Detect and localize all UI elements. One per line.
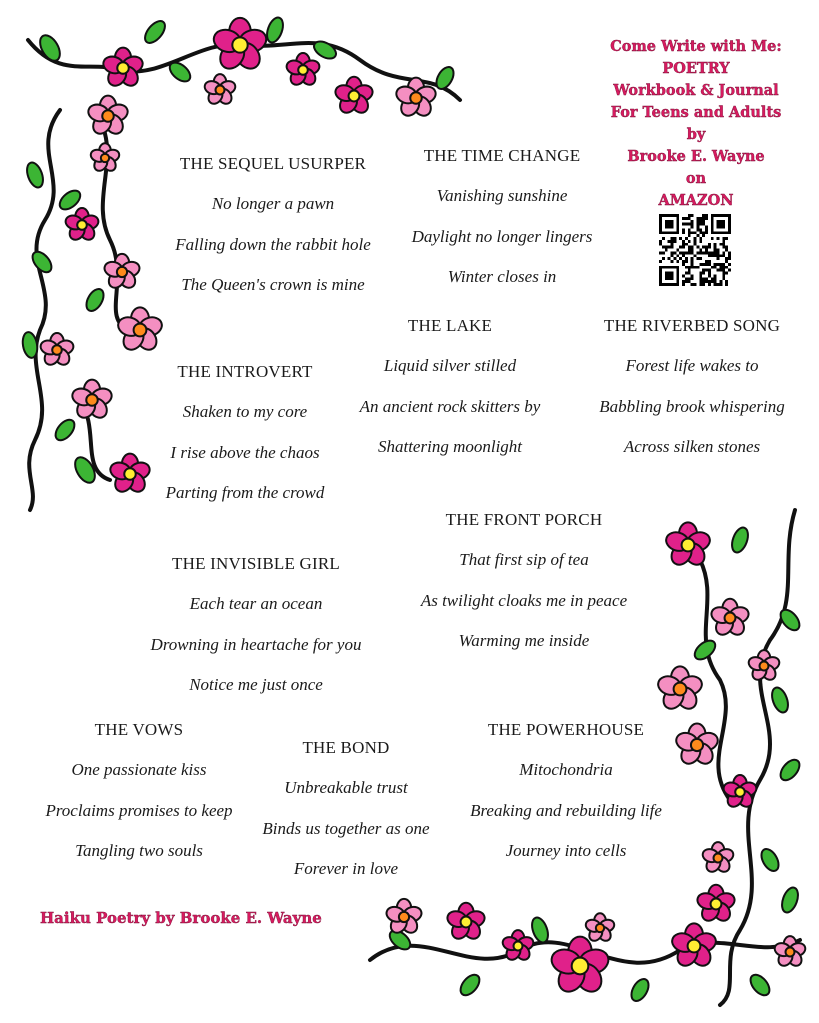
poem-line: Warming me inside [458,631,590,650]
leaf-icon [758,846,782,874]
leaf-icon [141,18,168,47]
poem-line: Forever in love [293,859,399,878]
leaf-icon [433,64,457,92]
leaf-icon [457,971,483,998]
poem-line: Breaking and rebuilding life [470,800,662,820]
promo-line: AMAZON [658,192,734,209]
poem-title: THE INTROVERT [177,362,313,381]
flower-icon [89,143,121,173]
poem-line: Babbling brook whispering [599,396,785,416]
poem-line: Winter closes in [447,267,557,286]
flower-icon [70,380,114,422]
poem-line: Falling down the rabbit hole [175,234,371,254]
poem-line: Shattering moonlight [377,437,523,456]
promo-line: Workbook & Journal [613,82,779,99]
flower-icon [108,454,152,496]
poem-line: Binds us together as one [262,818,430,838]
poem-line: Tangling two souls [75,841,203,860]
poem-title: THE BOND [302,738,390,757]
flower-icon [709,599,750,638]
poem-line: Shaken to my core [182,402,308,421]
leaf-icon [747,971,773,998]
poem-title: THE RIVERBED SONG [603,316,781,335]
poem-line: Parting from the crowd [165,483,325,502]
poem-line: Proclaims promises to keep [45,800,233,820]
poem-introvert [150,362,340,524]
poem-line: The Queen's crown is mine [181,275,365,294]
poem-front-porch [410,510,638,672]
promo-line: on [685,170,707,187]
poem-title: THE SEQUEL USURPER [179,154,367,173]
poem-line: Journey into cells [505,841,627,860]
leaf-icon [29,248,55,275]
promo-line: For Teens and Adults [610,104,782,121]
flower-icon [701,842,735,874]
flower-icon [656,666,705,712]
promo-line: Brooke E. Wayne [627,148,765,165]
flower-icon [285,53,321,88]
flower-icon [773,936,807,968]
poem-title: THE POWERHOUSE [487,720,645,739]
poem-line: As twilight cloaks me in peace [420,590,628,610]
flower-icon [103,254,142,291]
poem-riverbed-song [582,316,802,478]
promo-line: POETRY [662,60,730,77]
qr-code-icon[interactable] [659,214,731,286]
poem-title: THE FRONT PORCH [445,510,603,529]
poem-line: One passionate kiss [71,760,207,779]
poem-line: Vanishing sunshine [436,186,568,205]
poem-title: THE TIME CHANGE [423,146,581,165]
leaf-icon [52,416,78,443]
poem-line: Forest life wakes to [625,356,759,375]
poem-line: That first sip of tea [459,550,589,569]
book-promo [596,36,796,212]
leaf-icon [628,976,652,1004]
poem-title: THE VOWS [94,720,184,739]
poem-bond [254,738,438,900]
flower-icon [695,885,736,924]
poem-title: THE LAKE [407,316,493,335]
flower-icon [211,18,269,73]
leaf-icon [83,286,107,314]
leaf-icon [36,32,64,64]
poem-line: Unbreakable trust [284,778,408,797]
flower-icon [670,923,719,969]
poem-invisible-girl [140,554,372,716]
poem-vows [34,720,244,882]
flower-icon [548,937,611,997]
flower-icon [203,74,237,106]
flower-icon [674,724,720,768]
leaf-icon [24,160,46,189]
flower-icon [747,650,781,682]
flower-icon [584,913,616,943]
poem-the-lake [345,316,555,478]
flower-icon [39,333,75,368]
flower-icon [445,903,486,942]
leaf-icon [729,525,751,554]
poem-sequel-usurper [150,154,396,316]
poem-line: An ancient rock skitters by [359,396,541,416]
leaf-icon [769,685,791,714]
leaf-icon [691,637,718,663]
poem-title: THE INVISIBLE GIRL [172,554,340,573]
poem-line: I rise above the chaos [170,442,320,462]
flower-icon [333,77,374,116]
leaf-icon [264,15,286,44]
poem-line: Mitochondria [519,760,613,779]
poem-line: Across silken stones [623,437,761,456]
flower-icon [64,208,100,243]
leaf-icon [777,606,803,633]
promo-line: by [686,126,706,143]
flower-icon [101,48,145,90]
poem-line: No longer a pawn [211,194,335,213]
flower-icon [385,899,424,936]
poem-line: Drowning in heartache for you [150,634,362,654]
poem-line: Daylight no longer lingers [411,226,593,246]
poem-line: Each tear an ocean [189,594,323,613]
poem-line: Notice me just once [189,675,323,694]
promo-line: Come Write with Me: [610,38,782,55]
author-credit: Haiku Poetry by Brooke E. Wayne [40,909,322,927]
poem-time-change [392,146,612,308]
poem-line: Liquid silver stilled [383,356,517,375]
flower-icon [722,775,758,810]
poem-powerhouse [460,720,672,882]
flower-icon [86,96,130,138]
flower-icon [664,522,713,568]
leaf-icon [779,885,801,914]
leaf-icon [777,756,803,783]
